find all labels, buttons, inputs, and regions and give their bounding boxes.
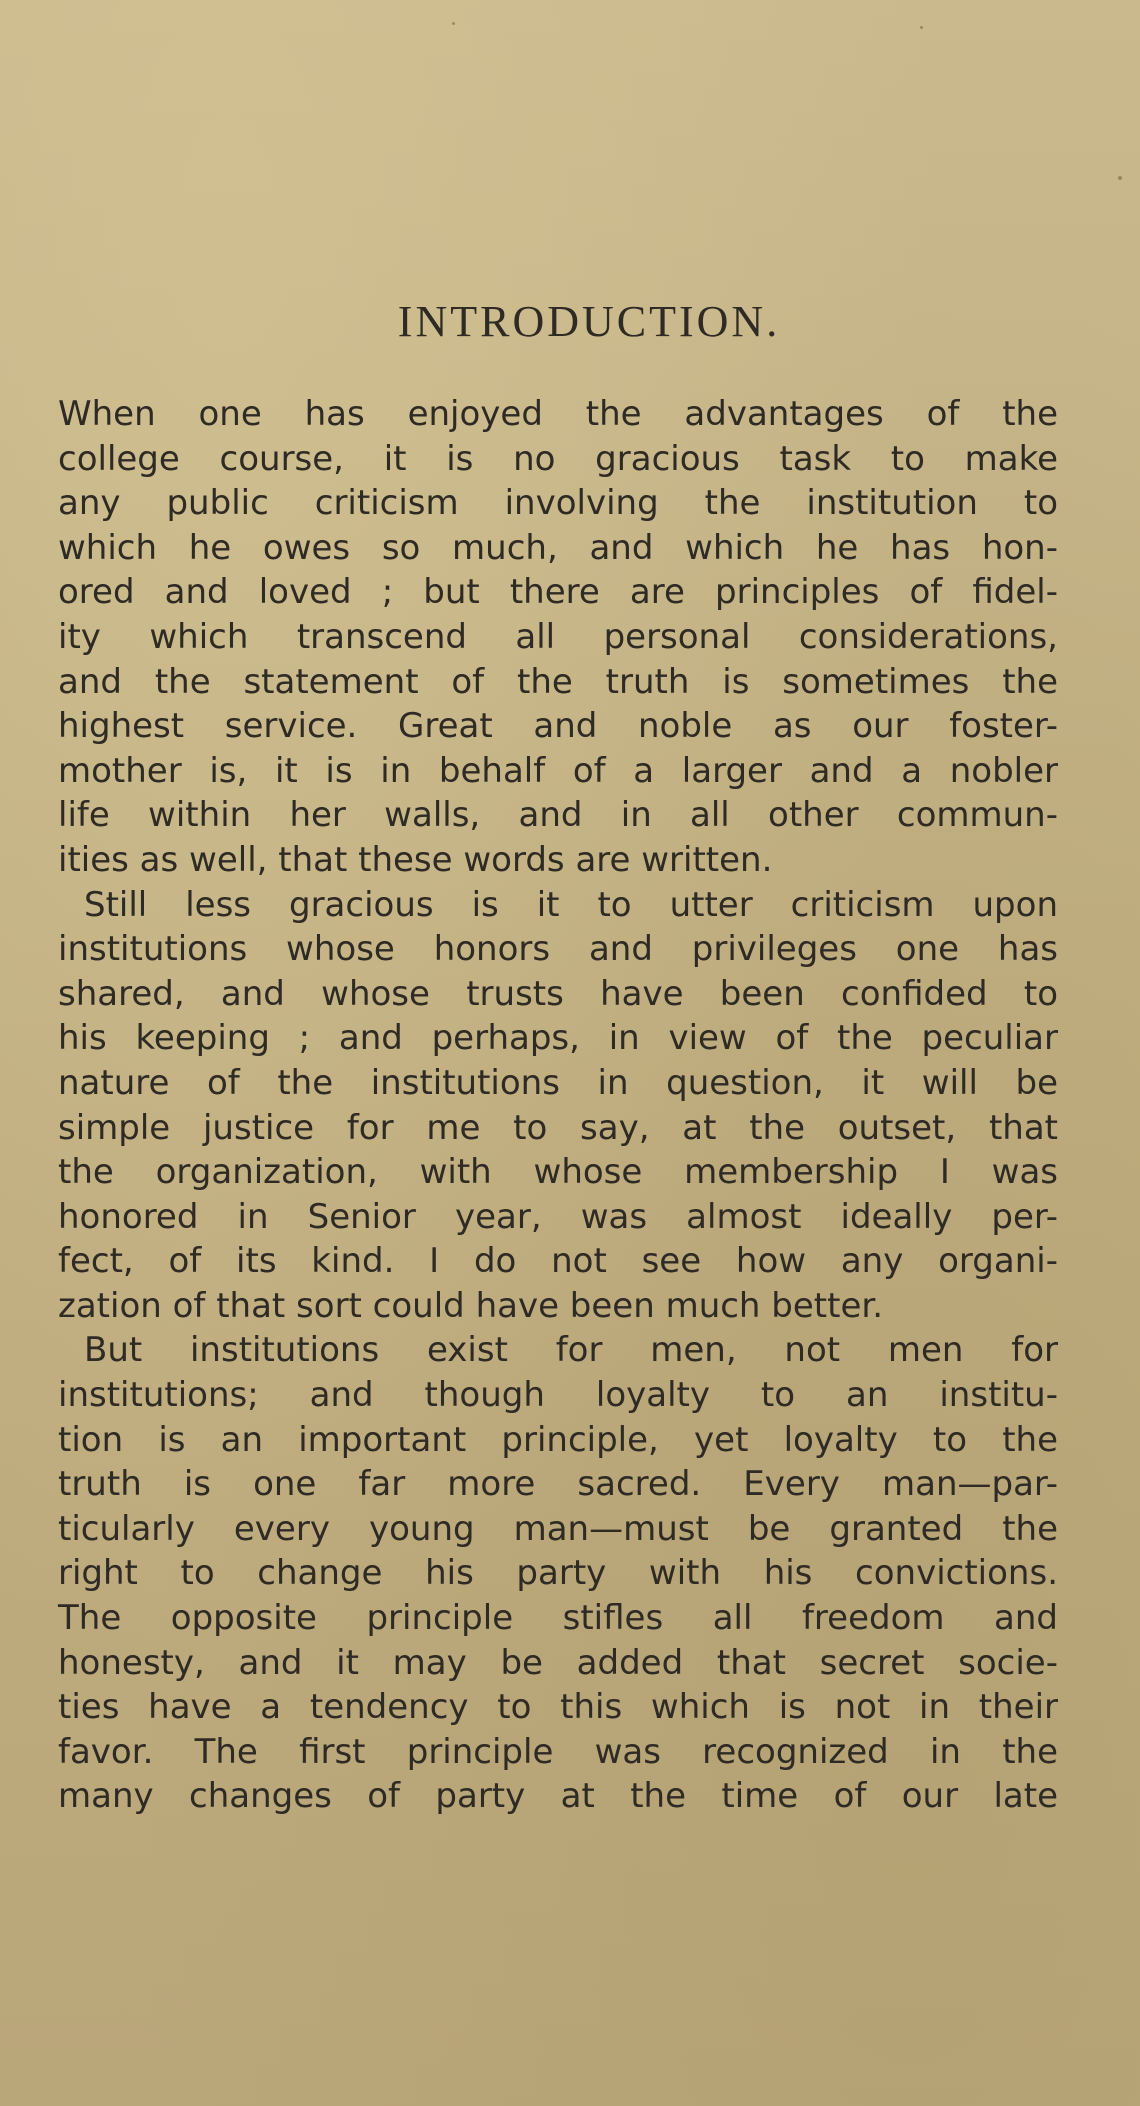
text-line: But institutions exist for men, not men for: [84, 1330, 1058, 1371]
text-line: right to change his party with his convictions.: [58, 1553, 1058, 1594]
text-line: mother is, it is in behalf of a larger and a nobler: [58, 750, 1058, 791]
text-line: ties have a tendency to this which is not in their: [58, 1687, 1058, 1728]
text-line: honesty, and it may be added that secret socie-: [58, 1642, 1058, 1683]
text-line: The opposite principle stifles all freedom and: [58, 1598, 1058, 1639]
text-line: honored in Senior year, was almost ideally per-: [58, 1196, 1058, 1237]
text-line: When one has enjoyed the advantages of the: [58, 394, 1058, 434]
text-line: tion is an important principle, yet loyalty to the: [58, 1419, 1058, 1460]
text-line: institutions; and though loyalty to an institu-: [58, 1375, 1058, 1416]
text-line: highest service. Great and noble as our foster-: [58, 706, 1058, 747]
text-line: which he owes so much, and which he has hon-: [58, 527, 1058, 568]
text-line: zation of that sort could have been much better.: [58, 1285, 884, 1326]
text-line: his keeping ; and perhaps, in view of the peculiar: [58, 1018, 1058, 1059]
text-line: nature of the institutions in question, it will be: [58, 1062, 1058, 1103]
text-line: and the statement of the truth is sometimes the: [58, 661, 1058, 702]
paper-speck: [920, 26, 923, 29]
text-line: any public criticism involving the institution to: [58, 483, 1058, 524]
paper-speck: [452, 22, 455, 25]
chapter-heading: INTRODUCTION.: [397, 297, 781, 346]
paper-speck: [1118, 176, 1122, 180]
text-line: many changes of party at the time of our late: [58, 1776, 1058, 1817]
text-line: ity which transcend all personal considerations,: [58, 616, 1058, 657]
text-line: ticularly every young man—must be granted the: [58, 1508, 1058, 1549]
text-line: the organization, with whose membership I was: [58, 1152, 1058, 1193]
text-line: ities as well, that these words are written.: [58, 839, 773, 880]
text-line: simple justice for me to say, at the outset, that: [58, 1107, 1058, 1148]
text-line: fect, of its kind. I do not see how any organi-: [58, 1241, 1058, 1282]
body-text: [58, 392, 1058, 1819]
text-line: institutions whose honors and privileges one has: [58, 929, 1058, 970]
text-line: life within her walls, and in all other commun-: [58, 795, 1058, 836]
text-line: favor. The first principle was recognized in the: [58, 1731, 1058, 1772]
text-line: ored and loved ; but there are principles of fidel-: [58, 572, 1058, 613]
text-line: truth is one far more sacred. Every man—par-: [58, 1464, 1058, 1505]
text-line: college course, it is no gracious task to make: [58, 438, 1058, 479]
text-line: Still less gracious is it to utter criticism upon: [84, 884, 1058, 925]
text-line: shared, and whose trusts have been confided to: [58, 973, 1058, 1014]
